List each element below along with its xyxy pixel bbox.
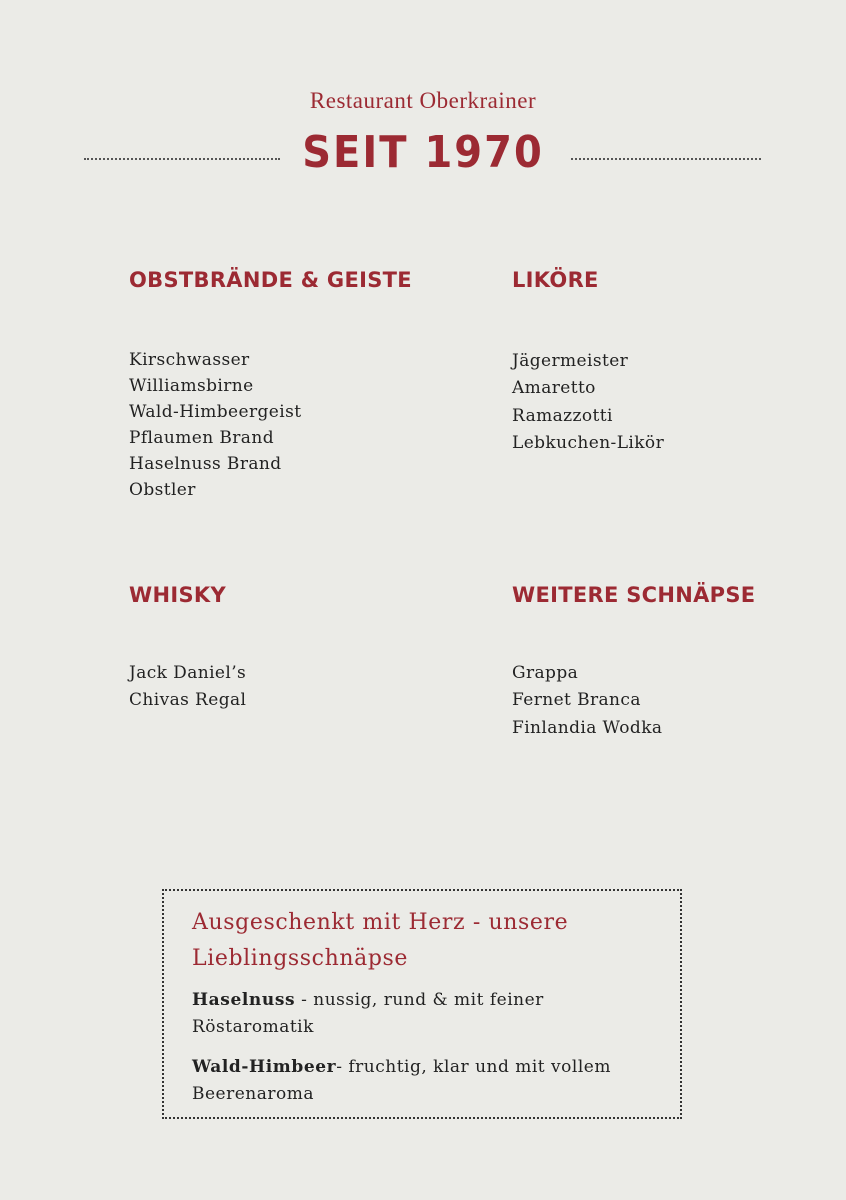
section-title: OBSTBRÄNDE & GEISTE xyxy=(129,268,412,292)
list-item: Lebkuchen-Likör xyxy=(512,432,665,453)
list-item: Obstler xyxy=(129,480,196,500)
favorites-box xyxy=(162,889,682,1119)
favorite-name: Haselnuss xyxy=(192,990,296,1010)
section-title: WEITERE SCHNÄPSE xyxy=(512,583,756,607)
divider-right xyxy=(571,158,761,160)
drink-list xyxy=(512,660,755,742)
favorite-item xyxy=(192,987,652,1041)
list-item: Ramazzotti xyxy=(512,405,613,426)
favorite-item xyxy=(192,1054,652,1108)
drink-list xyxy=(129,347,412,503)
list-item: Pflaumen Brand xyxy=(129,428,274,448)
drink-list xyxy=(512,348,664,457)
section-whisky xyxy=(129,583,246,715)
section-weitere-schnaepse xyxy=(512,583,755,742)
list-item: Williamsbirne xyxy=(129,376,254,396)
restaurant-name: Restaurant Oberkrainer xyxy=(309,88,537,113)
list-item: Haselnuss Brand xyxy=(129,454,282,474)
list-item: Fernet Branca xyxy=(512,690,641,711)
section-title: LIKÖRE xyxy=(512,268,599,292)
list-item: Chivas Regal xyxy=(129,690,247,711)
list-item: Kirschwasser xyxy=(129,350,250,370)
favorites-title: Ausgeschenkt mit Herz - unsere Lieblingsschnäpse xyxy=(192,910,569,971)
list-item: Finlandia Wodka xyxy=(512,717,663,738)
since-heading: SEIT 1970 xyxy=(302,128,544,178)
section-likoere xyxy=(512,268,664,457)
favorite-name: Wald-Himbeer xyxy=(192,1057,337,1077)
list-item: Amaretto xyxy=(512,378,596,399)
list-item: Grappa xyxy=(512,663,579,683)
favorite-description: - fruchtig, klar und mit vollem Beerenaroma xyxy=(192,1057,611,1104)
list-item: Jack Daniel’s xyxy=(129,663,247,683)
list-item: Jägermeister xyxy=(512,351,629,371)
favorite-description: - nussig, rund & mit feiner Röstaromatik xyxy=(192,990,544,1037)
list-item: Wald-Himbeergeist xyxy=(129,402,302,422)
drink-list xyxy=(129,660,246,715)
section-title: WHISKY xyxy=(129,583,226,607)
section-obstbraende xyxy=(129,268,412,503)
